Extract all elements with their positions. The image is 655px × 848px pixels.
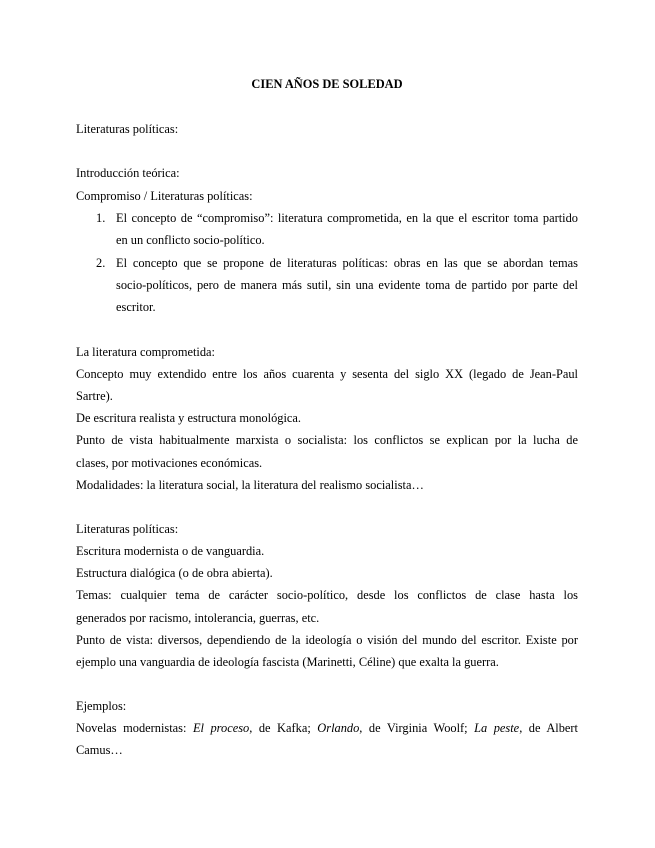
ejemplos-heading: Ejemplos: <box>76 699 127 713</box>
paragraph-line: Concepto muy extendido entre los años cuarenta y sesenta del siglo XX (legado de Jean-Paul <box>76 367 578 381</box>
paragraph-line <box>76 720 578 736</box>
list-number: 2. <box>96 256 106 270</box>
paragraph-line: Modalidades: la literatura social, la literatura del realismo socialista… <box>76 478 424 492</box>
paragraph-line: De escritura realista y estructura monológica. <box>76 411 302 425</box>
paragraph-line: Sartre). <box>76 389 113 403</box>
paragraph-line: clases, por motivaciones económicas. <box>76 456 263 470</box>
paragraph-line: Temas: cualquier tema de carácter socio-político, desde los conflictos de clase hasta los <box>76 588 578 602</box>
paragraph-line: Escritura modernista o de vanguardia. <box>76 544 265 558</box>
paragraph-line: Punto de vista: diversos, dependiendo de la ideología o visión del mundo del escritor. Existe por <box>76 633 578 647</box>
paragraph-line: Punto de vista habitualmente marxista o socialista: los conflictos se explican por la lucha de <box>76 433 578 447</box>
work-title: El proceso <box>192 721 250 735</box>
politicas-heading: Literaturas políticas: <box>76 522 179 536</box>
paragraph-line: Estructura dialógica (o de obra abierta). <box>76 566 273 580</box>
section-heading: Literaturas políticas: <box>76 122 179 136</box>
list-item-line: escritor. <box>116 300 156 314</box>
comprometida-heading: La literatura comprometida: <box>76 345 215 359</box>
list-item-line: El concepto de “compromiso”: literatura comprometida, en la que el escritor toma partido <box>116 211 578 225</box>
work-author: , de Kafka; <box>249 721 311 735</box>
list-number: 1. <box>96 211 106 225</box>
work-author: , de Virginia Woolf; <box>359 721 468 735</box>
list-item-line: socio-políticos, pero de manera más sutil, sin una evidente toma de partido por parte del <box>116 278 578 292</box>
document-title: CIEN AÑOS DE SOLEDAD <box>251 77 403 91</box>
examples-prefix: Novelas modernistas: <box>76 721 187 735</box>
paragraph-line: Camus… <box>76 743 123 757</box>
paragraph-line: generados por racismo, intolerancia, guerras, etc. <box>76 611 320 625</box>
intro-subheading: Compromiso / Literaturas políticas: <box>76 189 253 203</box>
work-author: , de Albert <box>519 721 578 735</box>
intro-heading: Introducción teórica: <box>76 166 180 180</box>
work-title: Orlando <box>317 721 360 735</box>
paragraph-line: ejemplo una vanguardia de ideología fascista (Marinetti, Céline) que exalta la guerra. <box>76 655 499 669</box>
list-item-line: El concepto que se propone de literaturas políticas: obras en las que se abordan temas <box>116 256 578 270</box>
work-title: La peste <box>474 721 520 735</box>
list-item-line: en un conflicto socio-político. <box>116 233 265 247</box>
